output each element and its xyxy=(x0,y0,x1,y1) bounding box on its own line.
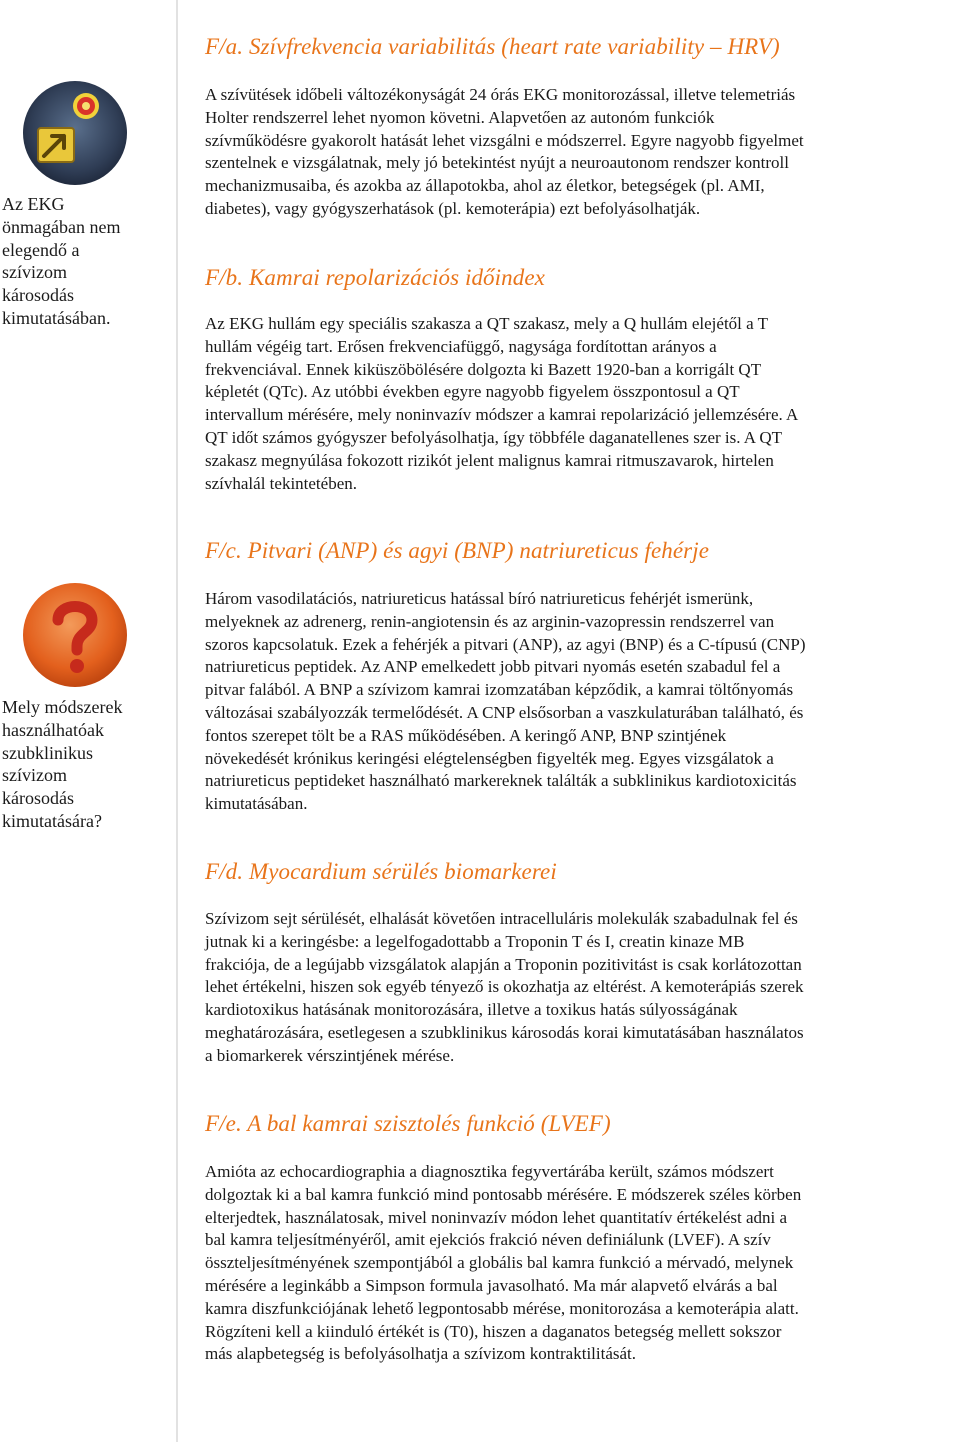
body-text-line: mérésére a leginkább a Simpson formula javasolható. Ma már alapvető elvárás a bal xyxy=(205,1275,778,1295)
body-text-line: szívműködésre gyakorolt hatását lehet vizsgálni e módszerrel. Egyre nagyobb figyelmet xyxy=(205,130,804,150)
sidebar xyxy=(0,0,172,1442)
body-text-line: bal kamra teljesítményéről, amit ejekciós frakció néven definiálunk (LVEF). A szív xyxy=(205,1230,771,1250)
section-body-hrv xyxy=(205,84,953,221)
body-text-line: melyeknek az adrenerg, renin-angiotensin és az arginin-vazopressin rendszerrel van xyxy=(205,611,775,631)
body-text-line: kimutatásában. xyxy=(205,794,308,814)
body-text-line: szívhalál tekintetében. xyxy=(205,473,357,493)
section-body-anp-bnp xyxy=(205,588,953,816)
body-text-line: összteljesítményének szempontjából a globális bal kamra funkció a mérvadó, melynek xyxy=(205,1253,794,1273)
body-text-line: meghatározására, esetlegesen a szubklinikus károsodás korai kimutatásában használatos xyxy=(205,1022,804,1042)
body-text-line: frekvenciával. Ennek kiküszöbölésére dolgozta ki Bazett 1920-ban a korrigált QT xyxy=(205,359,762,379)
body-text-line: pitvar falából. A BNP a szívizom kamrai izomzatában képződik, a kamrai töltőnyomás xyxy=(205,680,794,700)
body-text-line: hullám végéig tart. Erősen frekvenciafüggő, nagysága fordítottan arányos a xyxy=(205,336,717,356)
body-text-line: kardiotoxikus hatásának monitorozására, illetve a toxikus hatás súlyosságának xyxy=(205,1000,738,1020)
body-text-line: szakasz megnyúlása fokozott rizikót jelent malignus kamrai ritmuszavarok, hirtelen xyxy=(205,450,774,470)
question-mark-icon xyxy=(20,580,130,690)
body-text-line: képletét (QTc). Az utóbbi években egyre nagyobb figyelem összpontosul a QT xyxy=(205,382,740,402)
section-heading-qt: F/b. Kamrai repolarizációs időindex xyxy=(205,265,545,290)
sidebar-note-line: önmagában nem xyxy=(2,216,121,237)
body-text-line: Az EKG hullám egy speciális szakasza a QT szakasz, mely a Q hullám elejétől a T xyxy=(205,314,769,333)
body-text-line: Szívizom sejt sérülését, elhalását követően intracelluláris molekulák szabadulnak fel és xyxy=(205,909,798,928)
sidebar-note-line: károsodás xyxy=(2,285,74,306)
sidebar-note-line: kimutatásában. xyxy=(2,307,111,328)
sidebar-note-line: elegendő a xyxy=(2,239,80,260)
body-text-line: natriureticus peptideket használható markereknek találták a subklinikus kardiotoxicitás xyxy=(205,771,797,791)
ecg-target-icon xyxy=(20,78,130,188)
section-heading-anp-bnp: F/c. Pitvari (ANP) és agyi (BNP) natriureticus fehérje xyxy=(205,538,710,563)
body-text-line: növekedését krónikus keringési elégtelenségben figyelték meg. Egyes vizsgálatok a xyxy=(205,748,774,768)
sidebar-note-line: szívizom xyxy=(2,765,67,786)
body-text-line: Három vasodilatációs, natriureticus hatással bíró natriureticus fehérjét ismerünk, xyxy=(205,589,754,608)
body-text-line: szoros kapcsolatuk. Ezek a fehérjék a pitvari (ANP), az agyi (BNP) és a C-típusú (CNP) xyxy=(205,634,806,654)
body-text-line: QT időt számos gyógyszer befolyásolhatja, így többféle daganatellenes szer is. A QT xyxy=(205,427,783,447)
sidebar-note-line: szubklinikus xyxy=(2,742,94,763)
section-body-qt xyxy=(205,313,953,495)
section-body-biomarkers xyxy=(205,908,953,1068)
body-text-line: Rögzíteni kell a kiinduló értékét is (T0), hiszen a daganatos betegség mellett sokszor xyxy=(205,1321,782,1341)
body-text-line: Holter rendszerrel lehet nyomon követni. Alapvetően az autonóm funkciók xyxy=(205,107,715,127)
sidebar-note-line: használhatóak xyxy=(2,719,104,740)
sidebar-note-line: kimutatására? xyxy=(2,810,102,831)
sidebar-note-line: károsodás xyxy=(2,788,74,809)
body-text-line: natriureticus peptidek. Az ANP emelkedett jobb pitvari nyomás esetén szabadul fel a xyxy=(205,657,781,677)
section-heading-lvef: F/e. A bal kamrai szisztolés funkció (LVEF) xyxy=(205,1111,611,1136)
sidebar-note-line: Az EKG xyxy=(2,194,65,214)
body-text-line: dolgoztak ki a bal kamra funkció mind pontosabb mérésére. E módszerek széles körben xyxy=(205,1184,802,1204)
body-text-line: mechanizmusaiba, és azokba az állapotokba, ahol az életkor, betegségek (pl. AMI, xyxy=(205,176,765,196)
sidebar-note-ekg xyxy=(2,193,167,330)
sidebar-note-line: Mely módszerek xyxy=(2,697,123,717)
body-text-line: Amióta az echocardiographia a diagnosztika fegyvertárába került, számos módszert xyxy=(205,1162,774,1181)
body-text-line: változásai szabályozzák termelődését. A CNP elsősorban a vaszkulaturában található, és xyxy=(205,702,804,722)
body-text-line: fontos szerepet tölt be a RAS működésében. A keringő ANP, BNP szintjének xyxy=(205,725,727,745)
sidebar-note-methods xyxy=(2,696,167,833)
body-text-line: szentelnek e vizsgálatnak, mely jó betekintést nyújt a neuroautonom rendszer kontroll xyxy=(205,153,789,173)
body-text-line: kamra diszfunkciójának lehető legpontosabb mérése, monitorozása a kemoterápia alatt. xyxy=(205,1298,799,1318)
body-text-line: jutnak ki a keringésbe: a legelfogadottabb a Troponin T és I, creatin kinaze MB xyxy=(205,931,745,951)
section-body-lvef xyxy=(205,1161,953,1366)
body-text-line: A szívütések időbeli változékonyságát 24 órás EKG monitorozással, illetve telemetriás xyxy=(205,85,796,104)
sidebar-divider xyxy=(176,0,178,1442)
section-heading-hrv: F/a. Szívfrekvencia variabilitás (heart rate variability – HRV) xyxy=(205,34,780,59)
body-text-line: diabetes), vagy gyógyszerhatások (pl. kemoterápia) ezt befolyásolhatják. xyxy=(205,198,701,218)
body-text-line: más alapbetegség is befolyásolhatja a szívizom kontraktilitását. xyxy=(205,1344,637,1364)
body-text-line: intervallum mérésére, mely noninvazív módszer a kamrai repolarizáció jellemzésére. A xyxy=(205,405,799,425)
body-text-line: elterjedtek, használatosak, mivel noninvazív módon lehet quantitatív értékelést adni a xyxy=(205,1207,788,1227)
body-text-line: a biomarkerek vérszintjének mérése. xyxy=(205,1045,455,1065)
sidebar-note-line: szívizom xyxy=(2,262,67,283)
section-heading-biomarkers: F/d. Myocardium sérülés biomarkerei xyxy=(205,859,557,884)
body-text-line: lehet értékelni, hiszen sok egyéb tényező is okozhatja az eltérést. A kemoterápiás szerek xyxy=(205,977,804,997)
body-text-line: frakciója, de a legújabb vizsgálatok alapján a Troponin pozitivitást is csak korlátozottan xyxy=(205,954,802,974)
